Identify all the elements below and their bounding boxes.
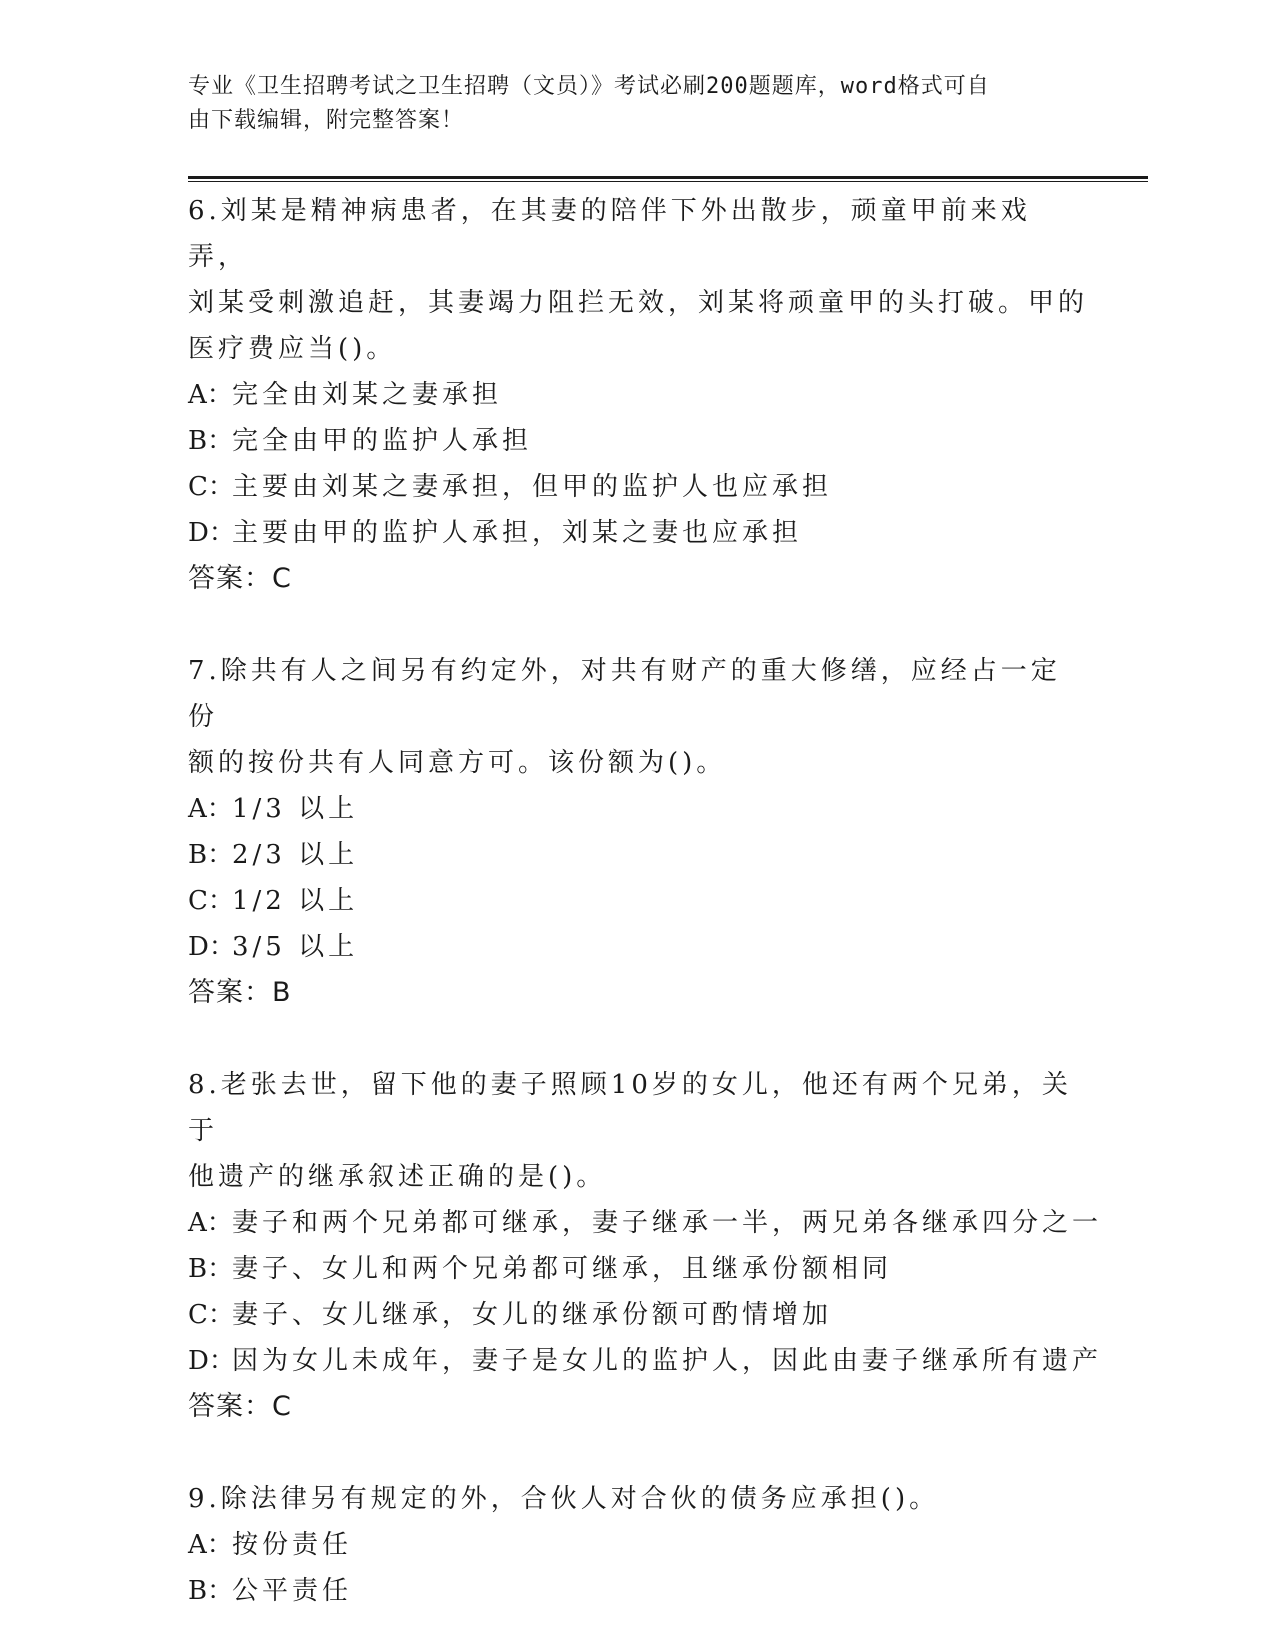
header-line-2: 由下载编辑，附完整答案！ — [188, 108, 465, 133]
option-text: 1/3 以上 — [232, 794, 359, 824]
option-text: 妻子、女儿和两个兄弟都可继承，且继承份额相同 — [232, 1254, 893, 1284]
option-text: 妻子、女儿继承，女儿的继承份额可酌情增加 — [232, 1300, 833, 1330]
question-stem-line: 7.除共有人之间另有约定外，对共有财产的重大修缮，应经占一定份 — [188, 656, 1061, 732]
option-text: 3/5 以上 — [232, 932, 359, 962]
question-stem-line: 6.刘某是精神病患者，在其妻的陪伴下外出散步，顽童甲前来戏弄， — [188, 196, 1031, 272]
option-b — [188, 1246, 1088, 1292]
option-c — [188, 464, 1088, 510]
option-text: 完全由刘某之妻承担 — [232, 380, 503, 410]
option-key: D： — [188, 1346, 235, 1376]
option-a — [188, 1200, 1103, 1246]
option-key: B： — [188, 840, 234, 870]
option-key: A： — [188, 1208, 233, 1238]
option-d — [188, 510, 1088, 556]
question-stem-line: 医疗费应当()。 — [188, 334, 397, 364]
header-rule-thin — [188, 181, 1148, 182]
option-key: B： — [188, 1576, 234, 1606]
option-a — [188, 372, 1088, 418]
answer-line: 答案：B — [188, 977, 292, 1008]
option-c — [188, 1292, 1088, 1338]
option-key: B： — [188, 426, 234, 456]
option-text: 主要由甲的监护人承担，刘某之妻也应承担 — [232, 518, 803, 548]
answer-line: 答案：C — [188, 563, 292, 594]
spacer — [188, 602, 1088, 648]
option-text: 主要由刘某之妻承担，但甲的监护人也应承担 — [232, 472, 833, 502]
option-a — [188, 1522, 1088, 1568]
spacer — [188, 1430, 1088, 1476]
option-key: D： — [188, 932, 235, 962]
option-key: A： — [188, 1530, 233, 1560]
option-text: 2/3 以上 — [232, 840, 359, 870]
question-stem-line: 8.老张去世，留下他的妻子照顾10岁的女儿，他还有两个兄弟，关于 — [188, 1070, 1072, 1146]
question-stem-line: 他遗产的继承叙述正确的是()。 — [188, 1162, 607, 1192]
header-line-1: 专业《卫生招聘考试之卫生招聘（文员）》考试必刷200题题库，word格式可自 — [188, 74, 990, 99]
option-d — [188, 924, 1088, 970]
questions-list — [188, 188, 1103, 1614]
option-text: 完全由甲的监护人承担 — [232, 426, 533, 456]
question-7 — [188, 648, 1088, 1016]
option-key: C： — [188, 472, 234, 502]
question-9 — [188, 1476, 1088, 1614]
option-key: D： — [188, 518, 235, 548]
question-6 — [188, 188, 1088, 602]
option-key: A： — [188, 794, 233, 824]
option-key: C： — [188, 1300, 234, 1330]
question-stem-line: 9.除法律另有规定的外，合伙人对合伙的债务应承担()。 — [188, 1484, 940, 1514]
option-b — [188, 418, 1088, 464]
option-text: 因为女儿未成年，妻子是女儿的监护人，因此由妻子继承所有遗产 — [232, 1346, 1103, 1376]
option-b — [188, 832, 1088, 878]
question-stem-line: 刘某受刺激追赶，其妻竭力阻拦无效，刘某将顽童甲的头打破。甲的 — [188, 288, 1089, 318]
option-text: 1/2 以上 — [232, 886, 359, 916]
answer-line: 答案：C — [188, 1391, 292, 1422]
spacer — [188, 1016, 1088, 1062]
option-a — [188, 786, 1088, 832]
option-key: C： — [188, 886, 234, 916]
question-stem-line: 额的按份共有人同意方可。该份额为()。 — [188, 748, 727, 778]
option-d — [188, 1338, 1103, 1384]
option-key: A： — [188, 380, 233, 410]
option-text: 按份责任 — [232, 1530, 353, 1560]
question-8 — [188, 1062, 1103, 1430]
option-text: 公平责任 — [232, 1576, 353, 1606]
document-header — [188, 70, 1068, 138]
option-text: 妻子和两个兄弟都可继承，妻子继承一半，两兄弟各继承四分之一 — [232, 1208, 1103, 1238]
option-key: B： — [188, 1254, 234, 1284]
option-b — [188, 1568, 1088, 1614]
header-rule-thick — [188, 176, 1148, 179]
option-c — [188, 878, 1088, 924]
